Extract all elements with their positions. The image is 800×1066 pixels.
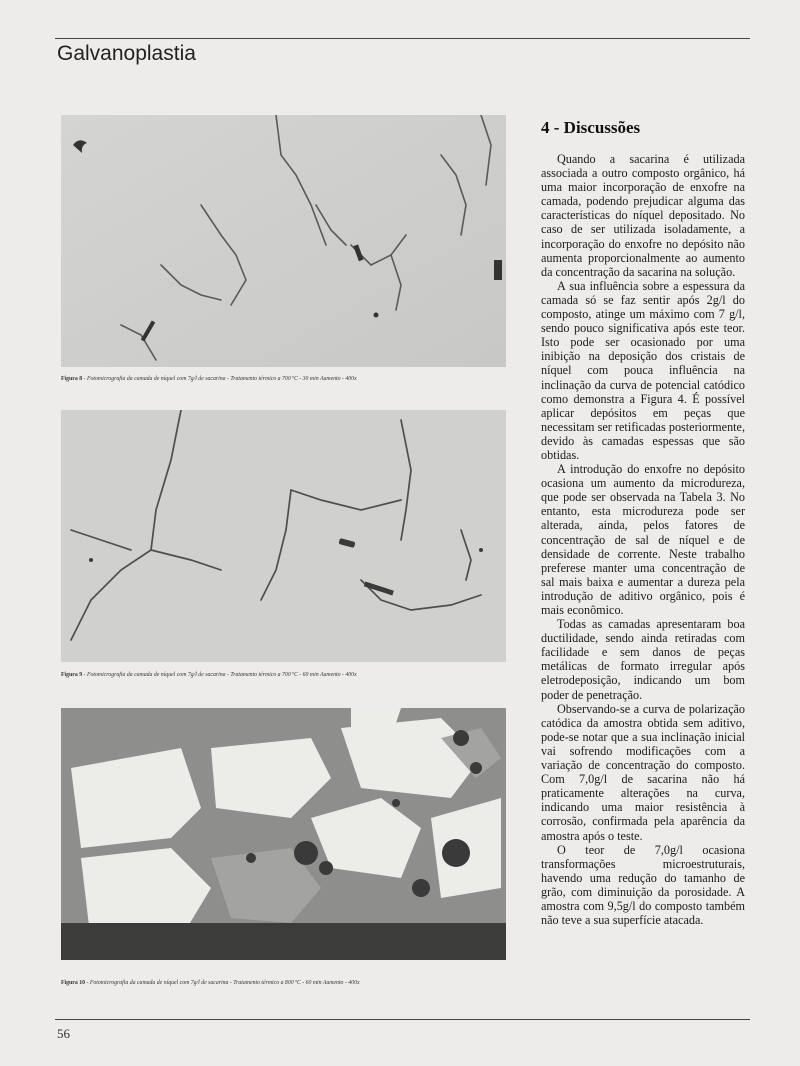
micrograph-figure-9 bbox=[61, 410, 506, 662]
figure-8-label: Figura 8 bbox=[61, 376, 83, 382]
paragraph: Todas as camadas apresentaram boa ductilidade, sendo ainda retiradas com facilidade e sem danos de peças metálicas de formato irregular após eletrodeposição, indicando um bom poder de penetração. bbox=[541, 617, 745, 702]
figure-10-text: Fotomicrografia da camada de níquel com 7g/l de sacarina - Tratamento térmico a 800 ºC - 60 min Aumento - 400x bbox=[89, 980, 360, 986]
paragraph: O teor de 7,0g/l ocasiona transformações microestruturais, havendo uma redução do tamanho de grão, com diminuição da porosidade. A amostra com 9,5g/l do composto também não teve a sua superfície atacada. bbox=[541, 842, 745, 928]
footer-rule bbox=[55, 1019, 750, 1020]
paragraph: A sua influência sobre a espessura da camada só se faz sentir após 2g/l do composto, atinge um máximo com 7 g/l, sendo pouco significativa após este teor. Isto pode ser ocasionado por uma inibição na deposição dos cristais de níquel com pouca influência na inclinação da curva de potencial catódico como demonstra a Figura 4. É possível aplicar depósitos em peças que necessitam ser retificadas posteriormente, devido às camadas espessas que são obtidas. bbox=[541, 278, 745, 462]
running-header: Galvanoplastia bbox=[57, 42, 196, 65]
page-number: 56 bbox=[57, 1026, 70, 1041]
micrograph-figure-8 bbox=[61, 115, 506, 367]
figure-9-text: Fotomicrografia da camada de níquel com 7g/l de sacarina - Tratamento térmico a 700 ºC - 60 min Aumento - 400x bbox=[86, 672, 357, 678]
paragraph: Quando a sacarina é utilizada associada a outro composto orgânico, há uma maior incorporação de enxofre na camada, podendo prejudicar alguma das características do níquel depositado. No caso de ser utilizada isoladamente, a incorporação do enxofre no depósito não aumenta proporcionalmente ao aumento da concentração da sacarina na solução. bbox=[541, 152, 745, 279]
micrograph-figure-10 bbox=[61, 708, 506, 960]
header-rule bbox=[55, 38, 750, 39]
figure-9-caption: Figura 9 - Fotomicrografia da camada de níquel com 7g/l de sacarina - Tratamento térmico a 700 ºC - 60 min Aumento - 400x bbox=[61, 672, 357, 678]
discussion-body bbox=[541, 152, 745, 927]
figure-10-label: Figura 10 bbox=[61, 980, 85, 986]
figure-8-text: Fotomicrografia da camada de níquel com 7g/l de sacarina - Tratamento térmico a 700 ºC - 30 min Aumento - 400x bbox=[86, 376, 357, 382]
paragraph: Observando-se a curva de polarização catódica da amostra obtida sem aditivo, pode-se notar que a sua inclinação inicial vai sofrendo modificações com a variação de concentração do composto. Com 7,0g/l de sacarina não há praticamente alterações na curva, indicando uma maior resistência à corrosão, confirmada pela aparência da amostra após o teste. bbox=[541, 701, 745, 843]
figure-8-caption: Figura 8 - Fotomicrografia da camada de níquel com 7g/l de sacarina - Tratamento térmico a 700 ºC - 30 min Aumento - 400x bbox=[61, 376, 357, 382]
section-title: 4 - Discussões bbox=[541, 118, 641, 137]
paragraph: A introdução do enxofre no depósito ocasiona um aumento da microdureza, que pode ser observada na Tabela 3. No entanto, esta microdureza pode ser alterada, ainda, pelos fatores de concentração de sal de níquel e de densidade de corrente. Neste trabalho preferese manter uma concentração de sal mais baixa e aumentar a dureza pela introdução de aditivo orgânico, pois é mais econômico. bbox=[541, 462, 745, 617]
figure-9-label: Figura 9 bbox=[61, 672, 83, 678]
figure-10-caption: Figura 10 - Fotomicrografia da camada de níquel com 7g/l de sacarina - Tratamento térmico a 800 ºC - 60 min Aumento - 400x bbox=[61, 980, 360, 986]
